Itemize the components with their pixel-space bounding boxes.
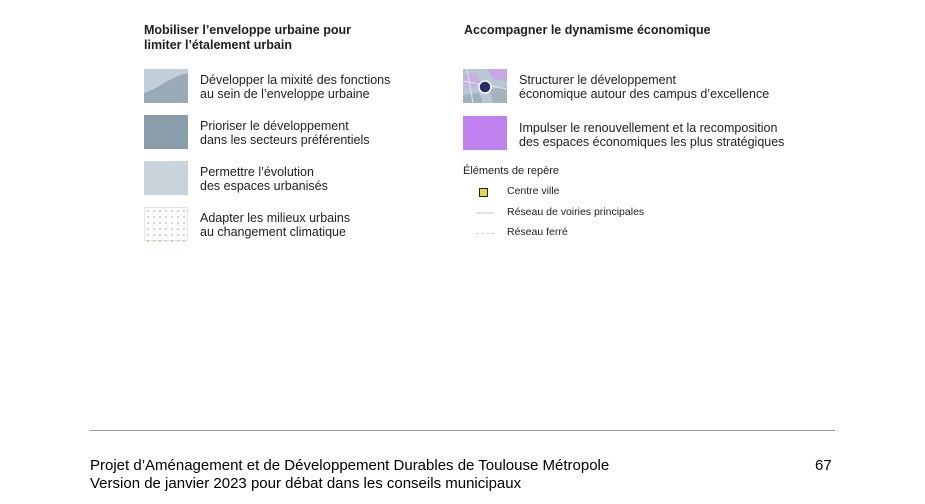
impulser-swatch (463, 116, 507, 150)
repere-voiries: Réseau de voiries principales (507, 206, 645, 218)
legend-item-impulser (519, 122, 784, 149)
legend-item-label: Impulser le renouvellement et la recomposition (519, 121, 778, 135)
footer-line1: Projet d’Aménagement et de Développement Durables de Toulouse Métropole (90, 457, 610, 474)
legend-item-label: économique autour des campus d’excellence (519, 86, 770, 101)
prioriser-swatch (144, 115, 188, 149)
legend-item-label: des espaces urbanisés (200, 178, 328, 193)
legend-item-campus (519, 74, 769, 101)
campus-map-icon (463, 69, 507, 103)
legend-item-label: des espaces économiques les plus stratégiques (519, 134, 785, 149)
rail-line-icon (476, 233, 494, 234)
legend-item-label: Prioriser le développement (200, 119, 349, 133)
footer-title (90, 457, 609, 492)
footer-rule (90, 430, 835, 431)
road-line-icon (476, 212, 494, 214)
legend-item-permettre (200, 166, 328, 193)
left-heading-line1: Mobiliser l’enveloppe urbaine pour (144, 23, 351, 37)
legend-item-label: Développer la mixité des fonctions (200, 73, 391, 87)
repere-ferre: Réseau ferré (507, 226, 568, 238)
legend-item-label: Adapter les milieux urbains (200, 211, 351, 225)
legend-item-label: Permettre l’évolution (200, 165, 314, 179)
left-heading (144, 23, 351, 53)
legend-item-label: au sein de l’enveloppe urbaine (200, 86, 370, 101)
campus-swatch (463, 69, 507, 103)
footer-line2: Version de janvier 2023 pour débat dans les conseils municipaux (90, 474, 522, 492)
legend-item-mixite (200, 74, 390, 101)
legend-item-label: Structurer le développement (519, 73, 677, 87)
dot-pattern-icon (145, 208, 189, 242)
climat-swatch (144, 207, 188, 241)
permettre-swatch (144, 161, 188, 195)
legend-item-label: au changement climatique (200, 224, 346, 239)
right-heading: Accompagner le dynamisme économique (464, 23, 711, 37)
legend-item-climat (200, 212, 350, 239)
reperes-title: Éléments de repère (463, 165, 559, 177)
urban-mass-icon (144, 69, 188, 103)
page-number: 67 (815, 457, 832, 474)
repere-centre-ville: Centre ville (507, 185, 560, 197)
left-heading-line2: limiter l’étalement urbain (144, 38, 292, 52)
legend-item-prioriser (200, 120, 370, 147)
centre-ville-icon (479, 188, 488, 197)
legend-item-label: dans les secteurs préférentiels (200, 132, 370, 147)
mixite-swatch (144, 69, 188, 103)
